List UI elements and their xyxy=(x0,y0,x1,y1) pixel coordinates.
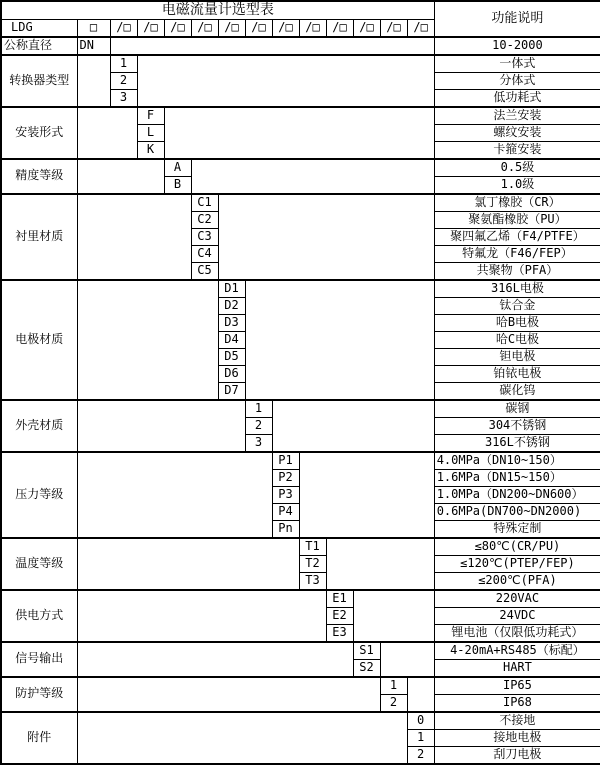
option-code: Pn xyxy=(272,520,299,538)
model-code-prefix: LDG xyxy=(1,19,77,37)
option-code: F xyxy=(137,107,164,125)
option-description: 钛合金 xyxy=(434,297,600,314)
grid-filler-left xyxy=(77,590,326,642)
option-description: 24VDC xyxy=(434,607,600,624)
model-code-slot: /□ xyxy=(191,19,218,37)
option-code: C1 xyxy=(191,194,218,212)
option-description: 哈C电极 xyxy=(434,331,600,348)
option-code: E2 xyxy=(326,607,353,624)
section-label: 公称直径 xyxy=(1,37,77,55)
section-label: 温度等级 xyxy=(1,538,77,590)
section-label: 供电方式 xyxy=(1,590,77,642)
title-row xyxy=(1,1,600,19)
grid-filler-left xyxy=(77,55,110,107)
option-description: 4.0MPa（DN10~150） xyxy=(434,452,600,470)
option-description: 氯丁橡胶（CR） xyxy=(434,194,600,212)
option-code: 1 xyxy=(110,55,137,73)
option-description: 1.0MPa（DN200~DN600） xyxy=(434,486,600,503)
option-description: 1.0级 xyxy=(434,176,600,194)
option-description: 一体式 xyxy=(434,55,600,73)
option-description: ≤80℃(CR/PU) xyxy=(434,538,600,556)
option-code: D6 xyxy=(218,365,245,382)
grid-filler-left xyxy=(77,107,137,159)
grid-filler-right xyxy=(380,642,434,677)
option-code: L xyxy=(137,124,164,141)
option-code: C5 xyxy=(191,262,218,280)
option-description: 刮刀电极 xyxy=(434,746,600,764)
option-code: E3 xyxy=(326,624,353,642)
option-code: 2 xyxy=(110,72,137,89)
option-description: 316L电极 xyxy=(434,280,600,298)
option-code: E1 xyxy=(326,590,353,608)
section-label: 安装形式 xyxy=(1,107,77,159)
model-code-slot: /□ xyxy=(353,19,380,37)
option-code: C4 xyxy=(191,245,218,262)
grid-filler-right xyxy=(110,37,434,55)
option-code: 1 xyxy=(245,400,272,418)
grid-filler-left xyxy=(77,538,299,590)
option-code: D3 xyxy=(218,314,245,331)
option-code: D4 xyxy=(218,331,245,348)
option-description: 碳钢 xyxy=(434,400,600,418)
model-code-box: □ xyxy=(77,19,110,37)
option-code: DN xyxy=(77,37,110,55)
option-code: 0 xyxy=(407,712,434,730)
option-description: 1.6MPa（DN15~150） xyxy=(434,469,600,486)
model-code-slot: /□ xyxy=(272,19,299,37)
section-label: 衬里材质 xyxy=(1,194,77,280)
option-code: S2 xyxy=(353,659,380,677)
option-description: 220VAC xyxy=(434,590,600,608)
option-code: C2 xyxy=(191,211,218,228)
option-code: 3 xyxy=(245,434,272,452)
option-code: 2 xyxy=(380,694,407,712)
option-description: 304不锈钢 xyxy=(434,417,600,434)
option-code: D7 xyxy=(218,382,245,400)
grid-filler-left xyxy=(77,400,245,452)
option-description: 特殊定制 xyxy=(434,520,600,538)
grid-filler-right xyxy=(245,280,434,400)
option-code: 1 xyxy=(380,677,407,695)
option-code: P2 xyxy=(272,469,299,486)
grid-filler-right xyxy=(326,538,434,590)
section-label: 防护等级 xyxy=(1,677,77,712)
option-description: ≤120℃(PTEP/FEP) xyxy=(434,555,600,572)
option-description: 哈B电极 xyxy=(434,314,600,331)
option-code: C3 xyxy=(191,228,218,245)
option-description: HART xyxy=(434,659,600,677)
option-code: A xyxy=(164,159,191,177)
option-code: 2 xyxy=(245,417,272,434)
option-description: 铂铱电极 xyxy=(434,365,600,382)
grid-filler-left xyxy=(77,159,164,194)
option-code: T1 xyxy=(299,538,326,556)
option-description: 0.6MPa(DN700~DN2000) xyxy=(434,503,600,520)
option-description: 碳化钨 xyxy=(434,382,600,400)
option-description: 低功耗式 xyxy=(434,89,600,107)
grid-filler-right xyxy=(218,194,434,280)
option-description: 共聚物（PFA） xyxy=(434,262,600,280)
option-description: 特氟龙（F46/FEP） xyxy=(434,245,600,262)
option-code: T2 xyxy=(299,555,326,572)
option-description: 4-20mA+RS485（标配） xyxy=(434,642,600,660)
grid-filler-right xyxy=(407,677,434,712)
section-label: 附件 xyxy=(1,712,77,764)
grid-filler-left xyxy=(77,642,353,677)
model-code-slot: /□ xyxy=(137,19,164,37)
option-description: 钽电极 xyxy=(434,348,600,365)
option-description: 卡箍安装 xyxy=(434,141,600,159)
section-label: 压力等级 xyxy=(1,452,77,538)
option-code: B xyxy=(164,176,191,194)
section-label: 电极材质 xyxy=(1,280,77,400)
model-code-slot: /□ xyxy=(245,19,272,37)
option-description: 不接地 xyxy=(434,712,600,730)
option-code: D5 xyxy=(218,348,245,365)
grid-filler-left xyxy=(77,194,191,280)
option-description: 聚氨酯橡胶（PU） xyxy=(434,211,600,228)
option-description: 锂电池（仅限低功耗式） xyxy=(434,624,600,642)
option-description: 分体式 xyxy=(434,72,600,89)
grid-filler-right xyxy=(353,590,434,642)
model-code-slot: /□ xyxy=(164,19,191,37)
option-code: P4 xyxy=(272,503,299,520)
option-description: 10-2000 xyxy=(434,37,600,55)
model-code-slot: /□ xyxy=(380,19,407,37)
grid-filler-left xyxy=(77,712,407,764)
option-description: 聚四氟乙烯（F4/PTFE） xyxy=(434,228,600,245)
grid-filler-right xyxy=(137,55,434,107)
model-code-slot: /□ xyxy=(326,19,353,37)
option-description: ≤200℃(PFA) xyxy=(434,572,600,590)
option-code: S1 xyxy=(353,642,380,660)
section-label: 信号输出 xyxy=(1,642,77,677)
grid-filler-left xyxy=(77,280,218,400)
option-code: P1 xyxy=(272,452,299,470)
grid-filler-right xyxy=(164,107,434,159)
grid-filler-right xyxy=(191,159,434,194)
option-code: 1 xyxy=(407,729,434,746)
option-code: P3 xyxy=(272,486,299,503)
option-description: IP68 xyxy=(434,694,600,712)
table-title: 电磁流量计选型表 xyxy=(1,1,434,19)
section-label: 转换器类型 xyxy=(1,55,77,107)
grid-filler-left xyxy=(77,452,272,538)
option-description: 316L不锈钢 xyxy=(434,434,600,452)
option-code: 3 xyxy=(110,89,137,107)
option-code: 2 xyxy=(407,746,434,764)
model-code-slot: /□ xyxy=(299,19,326,37)
grid-filler-right xyxy=(299,452,434,538)
grid-filler-left xyxy=(77,677,380,712)
option-code: D2 xyxy=(218,297,245,314)
option-code: K xyxy=(137,141,164,159)
model-code-slot: /□ xyxy=(110,19,137,37)
option-code: T3 xyxy=(299,572,326,590)
option-description: 法兰安装 xyxy=(434,107,600,125)
option-description: IP65 xyxy=(434,677,600,695)
option-code: D1 xyxy=(218,280,245,298)
function-description-header: 功能说明 xyxy=(434,1,600,37)
model-code-slot: /□ xyxy=(407,19,434,37)
section-label: 外壳材质 xyxy=(1,400,77,452)
option-description: 0.5级 xyxy=(434,159,600,177)
section-label: 精度等级 xyxy=(1,159,77,194)
option-description: 螺纹安装 xyxy=(434,124,600,141)
option-description: 接地电极 xyxy=(434,729,600,746)
model-code-slot: /□ xyxy=(218,19,245,37)
grid-filler-right xyxy=(272,400,434,452)
